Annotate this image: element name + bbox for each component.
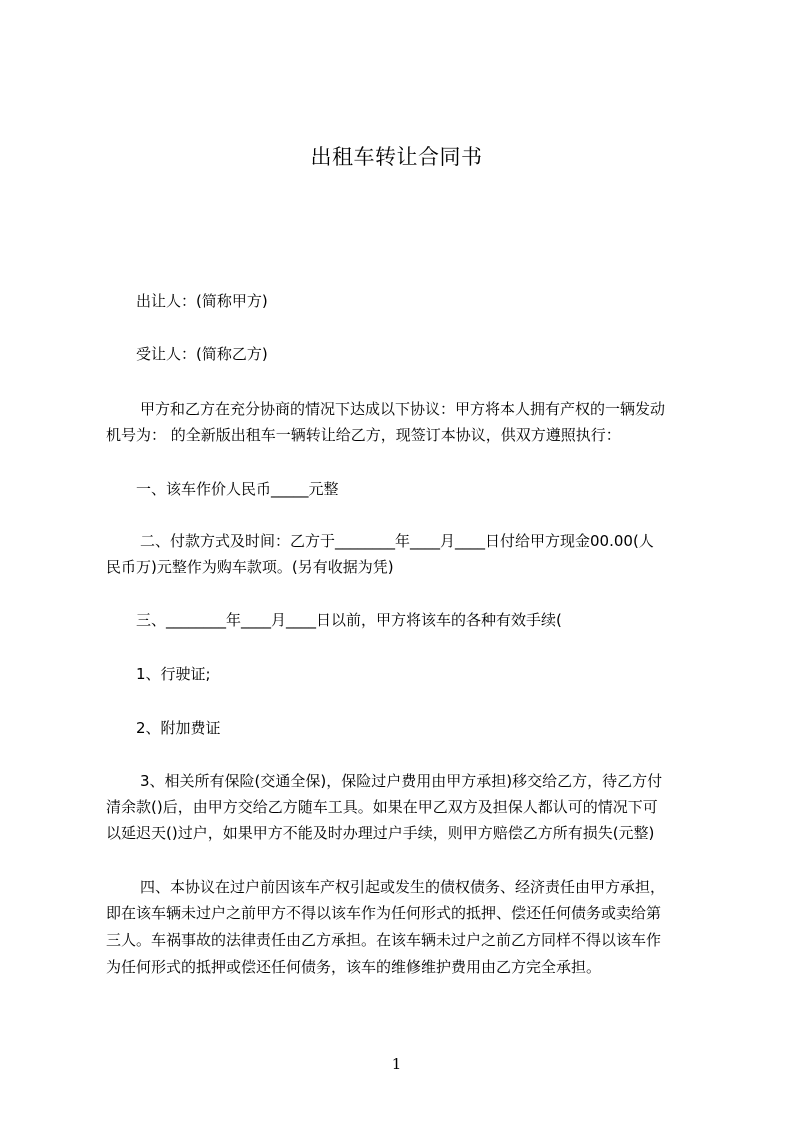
list-item-insurance-line-2: 清余款()后，由甲方交给乙方随车工具。如果在甲乙双方及担保人都认可的情况下可 [106,798,658,816]
clause-3-line: 三、________年____月____日以前，甲方将该车的各种有效手续( [136,611,562,629]
transferee-line: 受让人：(简称乙方) [136,345,268,363]
clause-4-line-1: 四、本协议在过户前因该车产权引起或发生的债权债务、经济责任由甲方承担， [140,878,666,896]
intro-line-1: 甲方和乙方在充分协商的情况下达成以下协议：甲方将本人拥有产权的一辆发动 [140,400,666,418]
intro-line-2: 机号为： 的全新版出租车一辆转让给乙方，现签订本协议，供双方遵照执行： [106,426,621,444]
clause-4-line-2: 即在该车辆未过户之前甲方不得以该车作为任何形式的抵押、偿还任何债务或卖给第 [106,904,662,922]
document-title: 出租车转让合同书 [310,145,483,169]
clause-4-line-3: 三人。车祸事故的法律责任由乙方承担。在该车辆未过户之前乙方同样不得以该车作 [106,931,662,949]
clause-1-line: 一、该车作价人民币_____元整 [136,480,339,498]
list-item-license: 1、行驶证; [136,665,211,683]
page-number: 1 [391,1055,402,1073]
clause-4-line-4: 为任何形式的抵押或偿还任何债务，该车的维修维护费用由乙方完全承担。 [106,958,602,976]
clause-2-line-2: 民币万)元整作为购车款项。(另有收据为凭) [106,558,394,576]
list-item-insurance-line-1: 3、相关所有保险(交通全保)，保险过户费用由甲方承担)移交给乙方，待乙方付 [140,772,663,790]
list-item-surcharge-certificate: 2、附加费证 [136,719,221,737]
clause-2-line-1: 二、付款方式及时间：乙方于________年____月____日付给甲方现金00.00(人 [140,532,654,550]
list-item-insurance-line-3: 以延迟天()过户，如果甲方不能及时办理过户手续，则甲方赔偿乙方所有损失(元整) [106,824,655,842]
transferor-line: 出让人：(简称甲方) [136,292,268,310]
